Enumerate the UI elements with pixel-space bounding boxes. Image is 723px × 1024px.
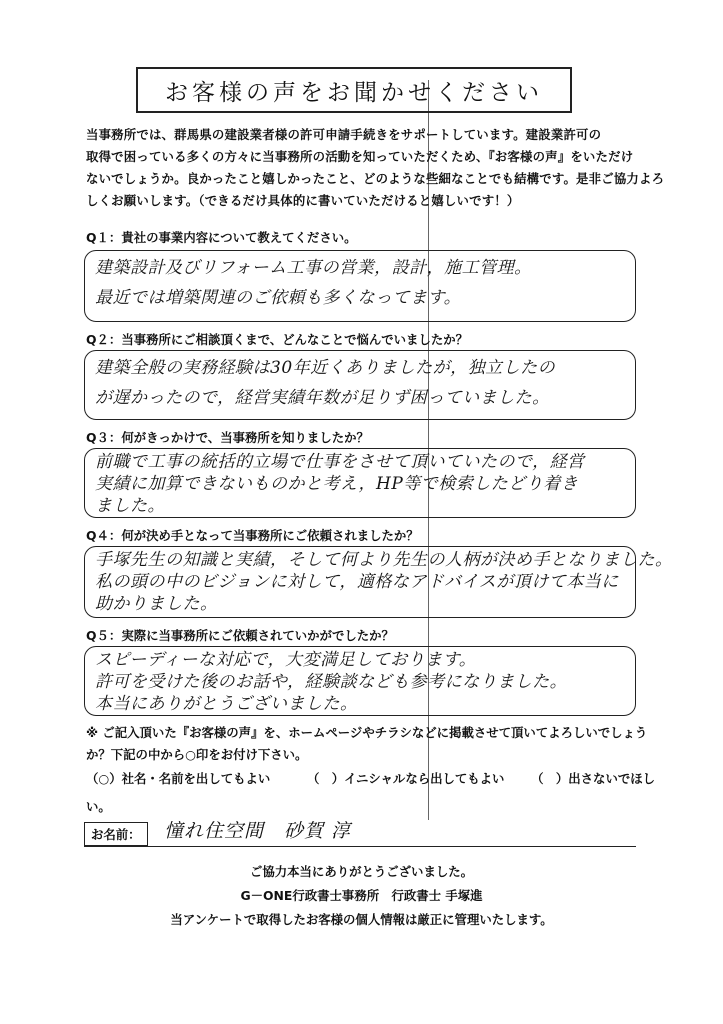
name-value: 憧れ住空間 砂賀 淳 xyxy=(164,820,352,842)
footer xyxy=(0,862,723,934)
option-initials[interactable]: （ ）イニシャルなら出してもよい xyxy=(306,771,505,786)
question-3-label: Q３：何がきっかけで、当事務所を知りましたか？ xyxy=(86,430,369,445)
answer-line: 最近では増築関連のご依頼も多くなってます。 xyxy=(95,288,462,308)
intro-line: ないでしょうか。良かったこと嬉しかったこと、どのような些細なことでも結構です。是非ご協力よろ xyxy=(86,171,665,186)
answer-line: 私の頭の中のビジョンに対して，適格なアドバイスが頂けて本当に xyxy=(95,572,619,592)
consent-note xyxy=(86,722,666,766)
question-2-label: Q２：当事務所にご相談頂くまで、どんなことで悩んでいましたか？ xyxy=(86,332,469,347)
intro-line: しくお願いします。（できるだけ具体的に書いていただけると嬉しいです！） xyxy=(86,193,520,208)
answer-3-box xyxy=(84,448,636,518)
note-line: ※ ご記入頂いた『お客様の声』を、ホームページやチラシなどに掲載させて頂いてよろしいでしょう xyxy=(86,725,648,740)
answer-2-box xyxy=(84,350,636,420)
note-line: か？下記の中から○印をお付け下さい。 xyxy=(86,747,308,762)
answer-line: 建築設計及びリフォーム工事の営業，設計，施工管理。 xyxy=(95,258,532,278)
question-4-label: Q４：何が決め手となって当事務所にご依頼されましたか？ xyxy=(86,528,419,543)
option-continuation: い。 xyxy=(86,799,111,814)
name-field[interactable] xyxy=(84,822,636,847)
answer-line: 実績に加算できないものかと考え，HP等で検索したどり着き xyxy=(95,474,579,494)
answer-line: が遅かったので，経営実績年数が足りず困っていました。 xyxy=(95,388,550,408)
name-label: お名前： xyxy=(84,822,148,846)
answer-1-box xyxy=(84,250,636,322)
footer-thanks: ご協力本当にありがとうございました。 xyxy=(249,864,474,879)
answer-5-box xyxy=(84,646,636,716)
consent-options xyxy=(86,768,655,790)
footer-office: G－ONE行政書士事務所 行政書士 手塚進 xyxy=(240,888,483,903)
answer-line: 前職で工事の統括的立場で仕事をさせて頂いていたので，経営 xyxy=(95,452,585,472)
option-full-name[interactable]: （○）社名・名前を出してもよい xyxy=(86,771,271,786)
answer-line: 助かりました。 xyxy=(95,594,218,614)
intro-paragraph xyxy=(86,124,666,212)
answer-line: 本当にありがとうございました。 xyxy=(95,694,358,714)
answer-line: 許可を受けた後のお話や，経験談なども参考になりました。 xyxy=(95,672,568,692)
answer-line: スピーディーな対応で，大変満足しております。 xyxy=(95,650,477,670)
answer-line: 手塚先生の知識と実績，そして何より先生の人柄が決め手となりました。 xyxy=(95,550,673,570)
footer-privacy: 当アンケートで取得したお客様の個人情報は厳正に管理いたします。 xyxy=(170,912,553,927)
intro-line: 取得で困っている多くの方々に当事務所の活動を知っていただくため、『お客様の声』をいただけ xyxy=(86,149,634,164)
answer-4-box xyxy=(84,546,673,618)
page-title: お客様の声をお聞かせください xyxy=(136,67,572,113)
answer-line: 建築全般の実務経験は30年近くありましたが，独立したの xyxy=(95,358,556,378)
option-anonymous[interactable]: （ ）出さないでほし xyxy=(531,771,656,786)
answer-line: ました。 xyxy=(95,496,165,516)
question-5-label: Q５：実際に当事務所にご依頼されていかがでしたか？ xyxy=(86,628,394,643)
question-1-label: Q１：貴社の事業内容について教えてください。 xyxy=(86,230,357,245)
intro-line: 当事務所では、群馬県の建設業者様の許可申請手続きをサポートしています。建設業許可の xyxy=(86,127,602,142)
